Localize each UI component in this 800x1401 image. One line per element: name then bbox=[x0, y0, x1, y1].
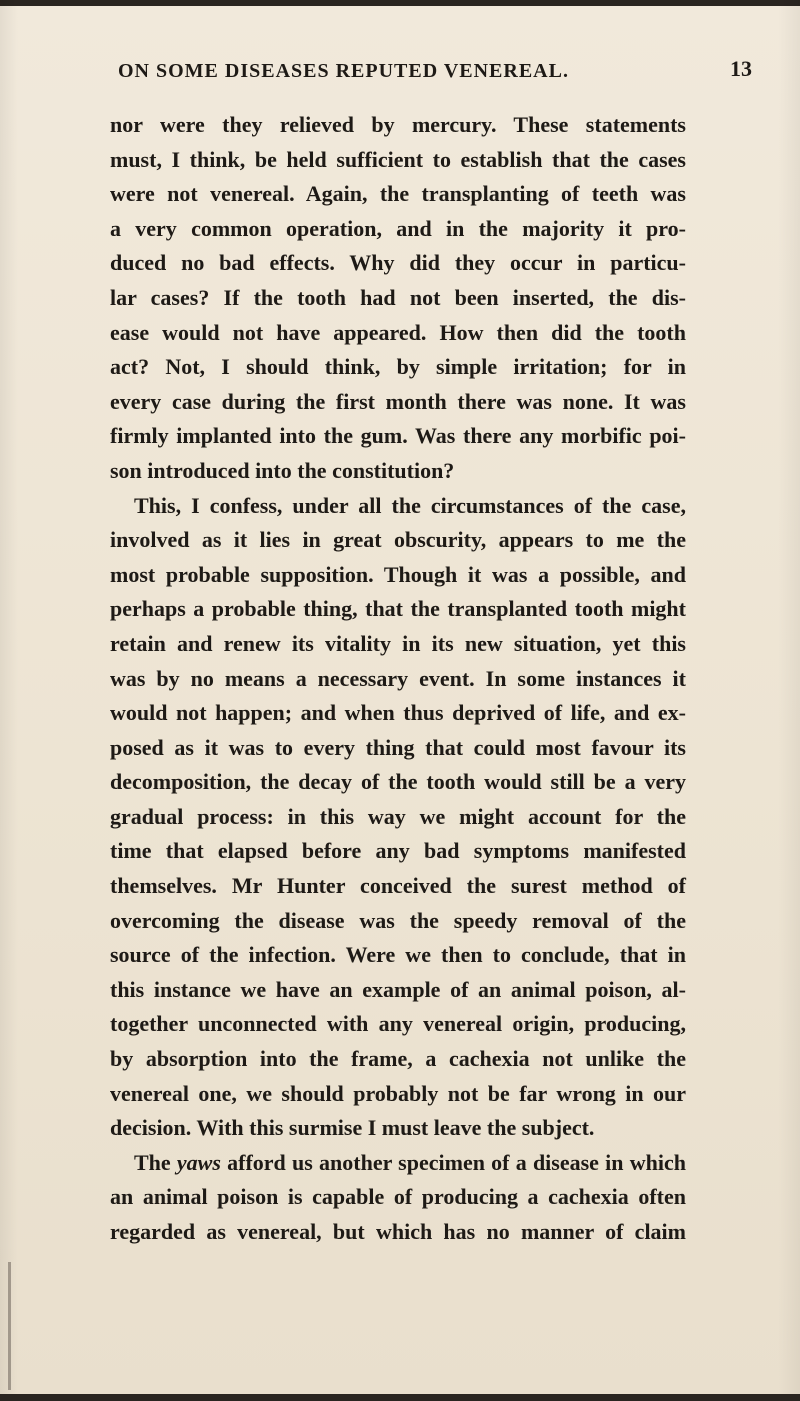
binding-margin-mark bbox=[8, 1262, 11, 1390]
text-line: most probable supposition. Though it was a possible, and bbox=[110, 561, 686, 587]
paragraph-end-line: son introduced into the constitution? bbox=[110, 457, 455, 483]
text-line: time that elapsed before any bad symptoms manifested bbox=[110, 838, 686, 864]
text-line: involved as it lies in great obscurity, appears to me the bbox=[110, 527, 686, 553]
text-line: themselves. Mr Hunter conceived the surest method of bbox=[110, 873, 686, 899]
top-border bbox=[0, 0, 800, 6]
text-line: lar cases? If the tooth had not been inserted, the dis- bbox=[110, 284, 686, 310]
page-number: 13 bbox=[730, 56, 752, 81]
paragraph-start-line bbox=[110, 489, 686, 524]
yaws-term: yaws bbox=[176, 1149, 221, 1175]
paragraph-end-line: decision. With this surmise I must leave the subject. bbox=[110, 1115, 595, 1141]
text-line: was by no means a necessary event. In some instances it bbox=[110, 665, 686, 691]
text-line: were not venereal. Again, the transplanting of teeth was bbox=[110, 181, 686, 207]
text-line: by absorption into the frame, a cachexia not unlike the bbox=[110, 1046, 686, 1072]
text-line: venereal one, we should probably not be far wrong in our bbox=[110, 1080, 686, 1106]
bottom-border bbox=[0, 1394, 800, 1401]
text-line: firmly implanted into the gum. Was there any morbific poi- bbox=[110, 423, 686, 449]
text-line: nor were they relieved by mercury. These statements bbox=[110, 112, 686, 137]
text-line: every case during the first month there was none. It was bbox=[110, 388, 686, 414]
text-line: an animal poison is capable of producing a cachexia often bbox=[110, 1184, 686, 1210]
running-title: ON SOME DISEASES REPUTED VENEREAL. bbox=[118, 60, 569, 82]
page-gutter-shadow bbox=[0, 0, 18, 1401]
text-line: duced no bad effects. Why did they occur in particu- bbox=[110, 250, 686, 276]
page-edge-shadow bbox=[778, 0, 800, 1401]
text-line: ease would not have appeared. How then did the tooth bbox=[110, 319, 686, 345]
text-line-content: This, I confess, under all the circumstances of the case, bbox=[134, 492, 686, 518]
text-line: overcoming the disease was the speedy removal of the bbox=[110, 907, 686, 933]
text-line: source of the infection. Were we then to conclude, that in bbox=[110, 942, 686, 968]
text-line: would not happen; and when thus deprived of life, and ex- bbox=[110, 700, 686, 726]
text-line: regarded as venereal, but which has no manner of claim bbox=[110, 1219, 686, 1244]
paragraph-start-line bbox=[110, 1146, 686, 1181]
yaws-suffix: afford us another specimen of a disease in which bbox=[220, 1149, 686, 1175]
body-text bbox=[110, 108, 686, 1250]
text-line: act? Not, I should think, by simple irritation; for in bbox=[110, 354, 686, 380]
yaws-prefix: The bbox=[134, 1149, 177, 1175]
text-line: this instance we have an example of an animal poison, al- bbox=[110, 976, 686, 1002]
text-line: a very common operation, and in the majority it pro- bbox=[110, 215, 686, 241]
text-line: posed as it was to every thing that could most favour its bbox=[110, 734, 686, 760]
text-line: perhaps a probable thing, that the transplanted tooth might bbox=[110, 596, 686, 622]
text-line: together unconnected with any venereal origin, producing, bbox=[110, 1011, 686, 1037]
running-header bbox=[0, 56, 800, 90]
text-line: retain and renew its vitality in its new situation, yet this bbox=[110, 630, 686, 656]
text-line: must, I think, be held sufficient to establish that the cases bbox=[110, 146, 686, 172]
text-line: decomposition, the decay of the tooth would still be a very bbox=[110, 769, 686, 795]
text-line: gradual process: in this way we might account for the bbox=[110, 803, 686, 829]
